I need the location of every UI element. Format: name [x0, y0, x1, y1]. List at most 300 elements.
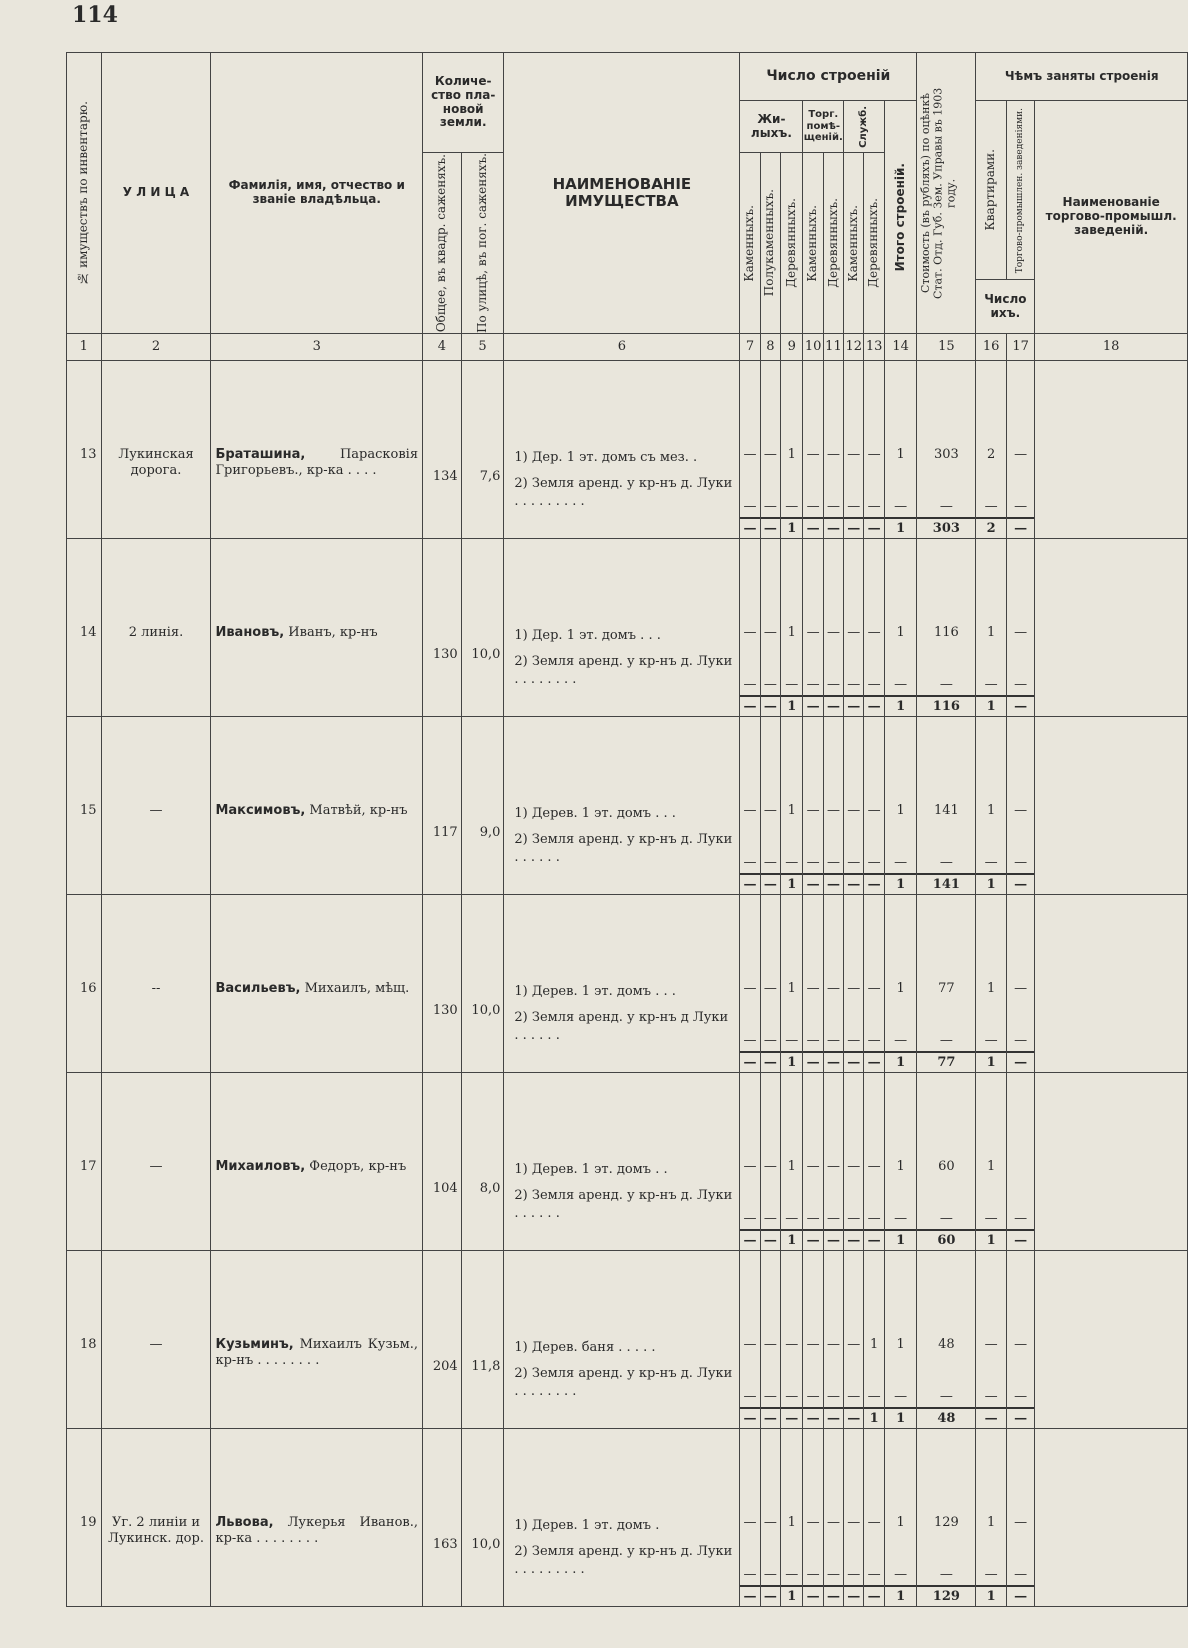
land-area: 134	[423, 360, 462, 538]
total-value: —	[740, 1585, 759, 1604]
column-number: 14	[884, 333, 917, 360]
item2-value: —	[984, 498, 998, 514]
table-row	[67, 1250, 1188, 1428]
item1-value: 303	[933, 446, 959, 462]
item1-value: —	[867, 802, 881, 818]
total-value: —	[824, 1051, 843, 1070]
item1-value: —	[743, 624, 757, 640]
property-item: 1) Дер. 1 эт. домъ съ мез. .	[514, 449, 698, 465]
total-value: 1	[781, 517, 802, 536]
total-value: 77	[917, 1051, 975, 1070]
total-value: 1	[976, 695, 1006, 714]
table-row	[67, 538, 1188, 716]
item1-value: 1	[787, 802, 796, 818]
count-cell	[803, 1072, 823, 1250]
count-cell	[1006, 360, 1034, 538]
land-frontage: 10,0	[461, 894, 504, 1072]
count-cell	[844, 538, 864, 716]
land-frontage: 10,0	[461, 538, 504, 716]
inventory-number: 19	[67, 1428, 102, 1606]
count-cell	[884, 1250, 917, 1428]
owner-cell	[211, 1072, 423, 1250]
trade-name-cell	[1035, 360, 1188, 538]
count-cell	[844, 1428, 864, 1606]
item2-value: —	[847, 1032, 861, 1048]
item2-value: —	[939, 1566, 953, 1582]
total-value: —	[803, 1229, 822, 1248]
property-item: 2) Земля аренд. у кр-нъ д. Луки . . . . . . . .	[514, 1366, 733, 1400]
item1-value: —	[785, 1336, 799, 1352]
total-value: 1	[885, 1585, 917, 1604]
table-row	[67, 1072, 1188, 1250]
count-cell	[781, 894, 803, 1072]
item1-value: 1	[986, 1158, 996, 1174]
total-value: 2	[976, 517, 1006, 536]
item2-value: —	[867, 1210, 881, 1226]
item1-value: 1	[787, 980, 796, 996]
item1-value: —	[847, 1514, 861, 1530]
property-item: 2) Земля аренд. у кр-нъ д. Луки . . . . . .	[514, 1188, 733, 1222]
count-cell	[803, 538, 823, 716]
inventory-number: 17	[67, 1072, 102, 1250]
total-value: —	[844, 695, 863, 714]
item2-value: —	[984, 1032, 998, 1048]
item1-value: —	[743, 1158, 757, 1174]
street-name: —	[101, 716, 211, 894]
street-name: Лукинская дорога.	[101, 360, 211, 538]
total-value: —	[1007, 695, 1034, 714]
total-value: 116	[917, 695, 975, 714]
column-number: 7	[740, 333, 760, 360]
count-cell	[884, 894, 917, 1072]
header-trade-name: Наименованіе торгово-промышл. заведеній.	[1035, 101, 1188, 334]
column-number-row	[67, 333, 1188, 360]
total-value: —	[740, 1229, 759, 1248]
item1-value: 1	[986, 980, 996, 996]
item2-value: —	[1014, 676, 1028, 692]
header-frontage: По улицѣ, въ пог. саженяхъ.	[461, 153, 504, 334]
count-cell	[1006, 538, 1034, 716]
header-number-of-buildings: Число строеній	[740, 53, 917, 101]
item1-value: 1	[787, 1158, 796, 1174]
total-value: 1	[976, 873, 1006, 892]
header-owner: Фамилія, имя, отчество и званіе владѣльца.	[211, 53, 423, 334]
count-cell	[884, 1072, 917, 1250]
property-item: 2) Земля аренд. у кр-нъ д. Луки . . . . . . . .	[514, 654, 733, 688]
count-cell	[1006, 716, 1034, 894]
owner-details: Михаилъ, мѣщ.	[300, 980, 410, 996]
count-cell	[864, 1428, 884, 1606]
count-cell	[864, 1250, 884, 1428]
count-cell	[884, 360, 917, 538]
item2-value: —	[1014, 854, 1028, 870]
item1-value: —	[826, 624, 840, 640]
count-cell	[864, 716, 884, 894]
count-cell	[823, 1428, 843, 1606]
item1-value: —	[743, 802, 757, 818]
item1-value: 77	[938, 980, 955, 996]
item2-value: —	[763, 1032, 777, 1048]
trade-name-cell	[1035, 1072, 1188, 1250]
item1-value: —	[806, 446, 820, 462]
column-number: 16	[976, 333, 1007, 360]
count-cell	[976, 1250, 1007, 1428]
count-cell	[740, 1428, 760, 1606]
count-cell	[740, 360, 760, 538]
total-value: 1	[781, 695, 802, 714]
count-cell	[1006, 1428, 1034, 1606]
item1-value: —	[1014, 980, 1028, 996]
column-number: 18	[1035, 333, 1188, 360]
property-item: 1) Дерев. 1 эт. домъ . . .	[514, 805, 676, 821]
item1-value: 1	[896, 980, 905, 996]
total-value: 1	[885, 1229, 917, 1248]
item2-value: —	[806, 676, 820, 692]
item1-value: —	[867, 624, 881, 640]
total-value: —	[1007, 1229, 1034, 1248]
item1-value: —	[763, 446, 777, 462]
item2-value: —	[867, 854, 881, 870]
count-cell	[1006, 1072, 1034, 1250]
total-value: —	[803, 873, 822, 892]
owner-cell	[211, 1428, 423, 1606]
item1-value: 141	[933, 802, 959, 818]
item2-value: —	[785, 676, 799, 692]
item2-value: —	[847, 1566, 861, 1582]
property-item: 2) Земля аренд. у кр-нъ д Луки . . . . . .	[514, 1010, 729, 1044]
item2-value: —	[743, 1210, 757, 1226]
total-value: 1	[885, 873, 917, 892]
total-value: —	[1007, 1585, 1034, 1604]
total-value: —	[844, 1585, 863, 1604]
count-cell	[740, 1250, 760, 1428]
header-area-total: Общее, въ квадр. саженяхъ.	[423, 153, 462, 334]
header-dwellings: Жи- лыхъ.	[740, 101, 803, 153]
column-number: 11	[823, 333, 843, 360]
total-value: —	[844, 1407, 863, 1426]
trade-name-cell	[1035, 716, 1188, 894]
item2-value: —	[867, 1388, 881, 1404]
item1-value: 1	[896, 1336, 905, 1352]
item1-value: —	[826, 1336, 840, 1352]
item2-value: —	[763, 1566, 777, 1582]
count-cell	[823, 716, 843, 894]
property-items	[504, 1428, 740, 1606]
total-value: —	[740, 517, 759, 536]
count-cell	[781, 538, 803, 716]
item1-value: 1	[896, 802, 905, 818]
item1-value: —	[743, 446, 757, 462]
item2-value: —	[847, 498, 861, 514]
count-cell	[781, 1250, 803, 1428]
header-trade-stone: Каменныхъ.	[803, 153, 823, 334]
count-cell	[1006, 1250, 1034, 1428]
item1-value: —	[763, 980, 777, 996]
total-value: —	[824, 1585, 843, 1604]
item2-value: —	[1014, 1388, 1028, 1404]
count-cell	[760, 716, 780, 894]
total-value: —	[1007, 1407, 1034, 1426]
count-cell	[976, 1428, 1007, 1606]
item1-value: —	[826, 1514, 840, 1530]
item2-value: —	[743, 1388, 757, 1404]
column-number: 1	[67, 333, 102, 360]
count-cell	[760, 1428, 780, 1606]
item1-value: —	[806, 624, 820, 640]
property-item: 1) Дерев. 1 эт. домъ .	[514, 1517, 660, 1533]
property-item: 2) Земля аренд. у кр-нъ д. Луки . . . . . . . . .	[514, 476, 733, 510]
item2-value: —	[894, 676, 908, 692]
total-value: —	[864, 517, 883, 536]
item2-value: —	[939, 854, 953, 870]
item2-value: —	[826, 676, 840, 692]
header-service-wooden: Деревянныхъ.	[864, 153, 884, 334]
item2-value: —	[847, 676, 861, 692]
item2-value: —	[806, 1388, 820, 1404]
count-cell	[740, 894, 760, 1072]
item1-value: 1	[870, 1336, 879, 1352]
trade-name-cell	[1035, 1428, 1188, 1606]
inventory-table-sheet	[66, 52, 1188, 1642]
column-number: 10	[803, 333, 823, 360]
item2-value: —	[939, 1032, 953, 1048]
item1-value: 2	[986, 446, 996, 462]
header-dwell-stone: Каменныхъ.	[740, 153, 760, 334]
total-value: —	[761, 1585, 780, 1604]
column-number: 4	[423, 333, 462, 360]
header-land: Количе- ство пла- новой земли.	[423, 53, 504, 153]
total-value: —	[864, 695, 883, 714]
table-row	[67, 1428, 1188, 1606]
item2-value: —	[806, 1566, 820, 1582]
land-area: 163	[423, 1428, 462, 1606]
count-cell	[803, 716, 823, 894]
total-value: —	[824, 873, 843, 892]
total-value: —	[864, 1229, 883, 1248]
total-value: 1	[885, 1051, 917, 1070]
item1-value: —	[847, 1336, 861, 1352]
item2-value: —	[984, 676, 998, 692]
item1-value: —	[826, 802, 840, 818]
item1-value: —	[847, 446, 861, 462]
item1-value: —	[826, 980, 840, 996]
owner-surname: Михаиловъ,	[215, 1158, 306, 1174]
item2-value: —	[806, 854, 820, 870]
item2-value: —	[826, 1566, 840, 1582]
item1-value: —	[847, 980, 861, 996]
item1-value: 1	[787, 624, 796, 640]
item2-value: —	[867, 676, 881, 692]
total-value: —	[761, 695, 780, 714]
count-cell	[917, 538, 976, 716]
total-value: 1	[781, 1585, 802, 1604]
item1-value: —	[867, 1514, 881, 1530]
item2-value: —	[984, 1566, 998, 1582]
header-value: Стоимость (въ рубляхъ) по оцѣнкѣ Стат. Отд. Губ. Зем. Управы въ 1903 году.	[917, 53, 976, 334]
item2-value: —	[826, 1210, 840, 1226]
item1-value: —	[806, 1158, 820, 1174]
item1-value: —	[1014, 446, 1028, 462]
total-value: —	[803, 517, 822, 536]
item2-value: —	[826, 854, 840, 870]
total-value: —	[976, 1407, 1006, 1426]
total-value: 303	[917, 517, 975, 536]
column-number: 13	[864, 333, 884, 360]
property-items	[504, 1250, 740, 1428]
page-number: 114	[72, 2, 118, 28]
item2-value: —	[867, 1032, 881, 1048]
trade-name-cell	[1035, 1250, 1188, 1428]
inventory-number: 14	[67, 538, 102, 716]
inventory-number: 16	[67, 894, 102, 1072]
total-value: 60	[917, 1229, 975, 1248]
count-cell	[917, 1072, 976, 1250]
item2-value: —	[984, 854, 998, 870]
header-dwell-semistone: Полукаменныхъ.	[760, 153, 780, 334]
column-number: 3	[211, 333, 423, 360]
owner-details: Лукерья Иванов., кр-ка . . . . . . . .	[215, 1514, 419, 1547]
item2-value: —	[763, 1388, 777, 1404]
header-inventory-no: № имуществъ по инвентарю.	[67, 53, 102, 334]
item1-value: 1	[896, 1158, 905, 1174]
owner-cell	[211, 1250, 423, 1428]
count-cell	[823, 1072, 843, 1250]
street-name: Уг. 2 линіи и Лукинск. дор.	[101, 1428, 211, 1606]
land-area: 130	[423, 538, 462, 716]
item2-value: —	[939, 1210, 953, 1226]
count-cell	[781, 1428, 803, 1606]
total-value: —	[740, 1407, 759, 1426]
item2-value: —	[894, 1388, 908, 1404]
total-value: 1	[781, 1051, 802, 1070]
property-item: 1) Дерев. 1 эт. домъ . .	[514, 1161, 668, 1177]
owner-details: Федоръ, кр-нъ	[305, 1158, 407, 1174]
inventory-number: 18	[67, 1250, 102, 1428]
count-cell	[917, 360, 976, 538]
header-trade-premises: Торг. помѣ- щеній.	[803, 101, 844, 153]
count-cell	[844, 360, 864, 538]
item2-value: —	[1014, 1210, 1028, 1226]
header-dwell-wooden: Деревянныхъ.	[781, 153, 803, 334]
owner-surname: Львова,	[215, 1514, 274, 1530]
total-value: —	[844, 1229, 863, 1248]
total-value: 1	[976, 1585, 1006, 1604]
total-value: —	[864, 1051, 883, 1070]
owner-surname: Васильевъ,	[215, 980, 301, 996]
count-cell	[976, 894, 1007, 1072]
item2-value: —	[939, 676, 953, 692]
item1-value: —	[984, 1336, 998, 1352]
item1-value: —	[1014, 1514, 1028, 1530]
total-value: —	[824, 1229, 843, 1248]
count-cell	[1006, 894, 1034, 1072]
item1-value: 1	[787, 446, 796, 462]
item2-value: —	[806, 1210, 820, 1226]
header-service: Служб.	[844, 101, 885, 153]
item2-value: —	[743, 498, 757, 514]
item1-value: —	[1014, 802, 1028, 818]
total-value: —	[803, 695, 822, 714]
item1-value: —	[743, 980, 757, 996]
item1-value: —	[806, 1336, 820, 1352]
inventory-table	[66, 52, 1188, 1607]
property-item: 2) Земля аренд. у кр-нъ д. Луки . . . . . . . . .	[514, 1544, 733, 1578]
count-cell	[976, 360, 1007, 538]
item1-value: 116	[933, 624, 959, 640]
owner-details: Иванъ, кр-нъ	[284, 624, 378, 640]
item2-value: —	[867, 1566, 881, 1582]
total-value: 129	[917, 1585, 975, 1604]
count-cell	[844, 894, 864, 1072]
total-value: 1	[976, 1051, 1006, 1070]
table-row	[67, 360, 1188, 538]
count-cell	[781, 716, 803, 894]
item1-value: 129	[933, 1514, 959, 1530]
column-number: 17	[1006, 333, 1034, 360]
count-cell	[844, 1250, 864, 1428]
total-value: 1	[885, 1407, 917, 1426]
property-items	[504, 1072, 740, 1250]
inventory-number: 15	[67, 716, 102, 894]
item2-value: —	[785, 498, 799, 514]
column-number: 12	[844, 333, 864, 360]
owner-surname: Ивановъ,	[215, 624, 285, 640]
count-cell	[917, 1250, 976, 1428]
land-area: 117	[423, 716, 462, 894]
count-cell	[844, 716, 864, 894]
owner-details: Михаилъ Кузьм., кр-нъ . . . . . . . .	[215, 1336, 419, 1369]
item1-value: 1	[986, 1514, 996, 1530]
item1-value: 1	[986, 624, 996, 640]
item2-value: —	[785, 1388, 799, 1404]
item2-value: —	[847, 1210, 861, 1226]
count-cell	[917, 716, 976, 894]
item1-value: —	[763, 1514, 777, 1530]
count-cell	[740, 538, 760, 716]
item1-value: —	[867, 1158, 881, 1174]
item2-value: —	[763, 676, 777, 692]
count-cell	[803, 360, 823, 538]
land-frontage: 10,0	[461, 1428, 504, 1606]
count-cell	[803, 1428, 823, 1606]
land-area: 204	[423, 1250, 462, 1428]
item2-value: —	[847, 854, 861, 870]
total-value: —	[740, 1051, 759, 1070]
item2-value: —	[847, 1388, 861, 1404]
item1-value: —	[847, 624, 861, 640]
total-value: —	[803, 1051, 822, 1070]
owner-cell	[211, 360, 423, 538]
count-cell	[884, 538, 917, 716]
item2-value: —	[743, 854, 757, 870]
item1-value: 1	[986, 802, 996, 818]
total-value: 48	[917, 1407, 975, 1426]
item2-value: —	[939, 1388, 953, 1404]
land-frontage: 8,0	[461, 1072, 504, 1250]
total-value: —	[781, 1407, 802, 1426]
count-cell	[760, 360, 780, 538]
total-value: —	[824, 517, 843, 536]
item2-value: —	[743, 1032, 757, 1048]
count-cell	[884, 1428, 917, 1606]
owner-surname: Браташина,	[215, 446, 306, 462]
item2-value: —	[763, 854, 777, 870]
count-cell	[760, 894, 780, 1072]
count-cell	[884, 716, 917, 894]
property-item: 2) Земля аренд. у кр-нъ д. Луки . . . . . .	[514, 832, 733, 866]
property-items	[504, 360, 740, 538]
land-frontage: 9,0	[461, 716, 504, 894]
